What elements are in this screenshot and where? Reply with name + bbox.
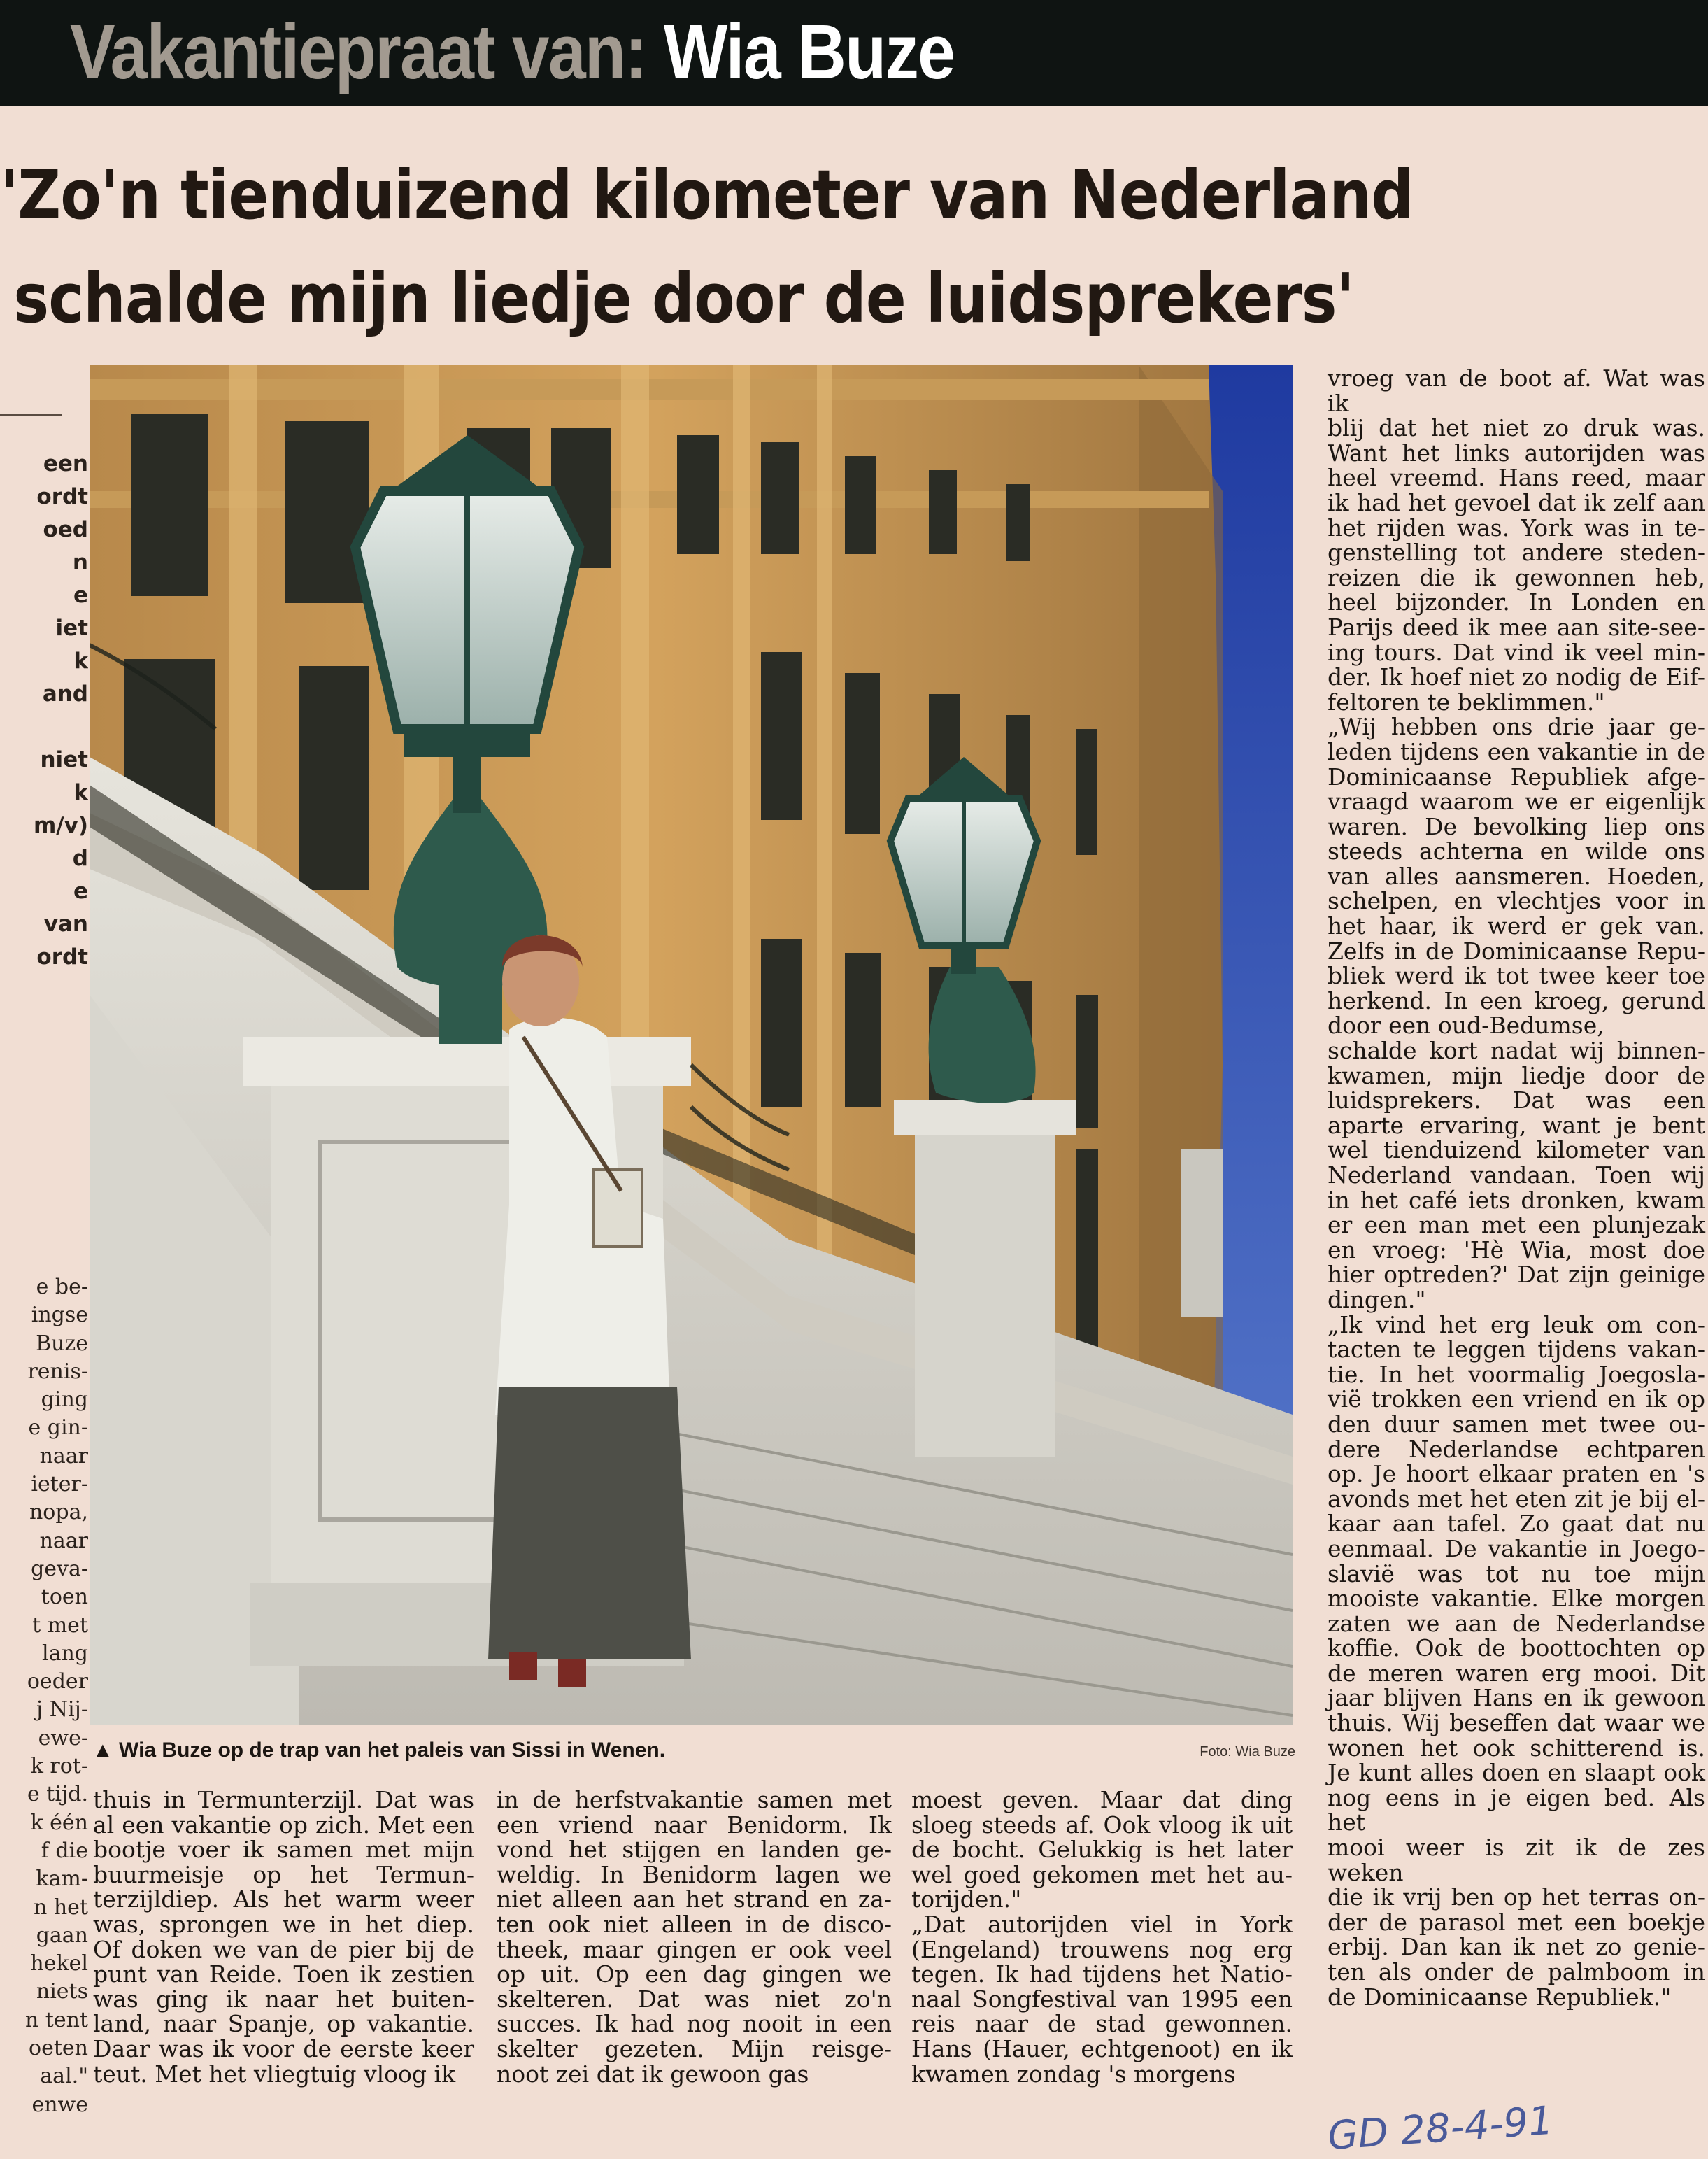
left-fragment: k: [73, 780, 88, 805]
bottom-column-2-line: ten ook niet alleen in de disco-: [497, 1910, 892, 1938]
bottom-column-3-line: wel goed gekomen met het au-: [911, 1860, 1293, 1888]
caption-text: ▲ Wia Buze op de trap van het paleis van Sissi in Wenen.: [92, 1739, 666, 1762]
left-fragments-lower: [0, 1273, 88, 2119]
left-fragment: oeder: [27, 1669, 88, 1694]
bottom-column-2-line: weldig. In Benidorm lagen we: [497, 1860, 892, 1888]
left-fragment: enwe: [31, 2092, 88, 2117]
bottom-column-2-line: niet alleen aan het strand en za-: [497, 1885, 892, 1913]
photo-credit: Foto: Wia Buze: [1200, 1744, 1295, 1760]
left-fragment: ewe-: [38, 1725, 88, 1750]
left-fragment: m/v): [34, 813, 88, 838]
left-fragment: niets: [36, 1979, 88, 2004]
left-fragment: ordt: [36, 944, 88, 970]
right-column-line: herkend. In een kroeg, gerund: [1328, 986, 1705, 1014]
right-column-line: luidsprekers. Dat was een: [1328, 1086, 1705, 1114]
left-fragment: iet: [55, 616, 88, 641]
header-banner: [0, 0, 1708, 106]
right-column-line: leden tijdens een vakantie in de: [1328, 737, 1705, 765]
bottom-column-2-line: noot zei dat ik gewoon gas: [497, 2060, 809, 2088]
article-column-bottom-3: [911, 1788, 1293, 2086]
left-fragments-upper: [0, 448, 88, 974]
bottom-column-1-line: al een vakantie op zich. Met een: [93, 1811, 474, 1839]
bottom-column-3-line: kwamen zondag 's morgens: [911, 2060, 1236, 2088]
left-fragment: j Nij-: [36, 1697, 88, 1722]
right-column-line: dere Nederlandse echtparen: [1328, 1435, 1705, 1463]
bottom-column-1-line: Of doken we van de pier bij de: [93, 1935, 474, 1963]
left-fragment: oeten: [29, 2036, 88, 2061]
right-column-line: der. Ik hoef niet zo nodig de Eif-: [1328, 663, 1705, 691]
left-fragment: aal.": [40, 2064, 88, 2089]
bottom-column-2-line: vond het stijgen en landen ge-: [497, 1836, 892, 1864]
bottom-column-3-line: moest geven. Maar dat ding: [911, 1786, 1293, 1813]
right-column-line: steeds achterna en wilde ons: [1328, 837, 1705, 865]
right-column-line: Want het links autorijden was: [1328, 439, 1705, 467]
left-fragment: ordt: [36, 484, 88, 509]
left-fragment: and: [42, 681, 88, 707]
left-fragment: e gin-: [28, 1415, 88, 1440]
right-column-line: der de parasol met een boekje: [1328, 1908, 1705, 1936]
right-column-line: blij dat het niet zo druk was.: [1328, 414, 1705, 442]
right-column-line: de Dominicaanse Republiek.": [1328, 1983, 1672, 2011]
right-column-line: genstelling tot andere steden-: [1328, 539, 1705, 567]
bottom-column-2-line: succes. Ik had nog nooit in een: [497, 2010, 892, 2038]
right-column-line: die ik vrij ben op het terras on-: [1328, 1883, 1705, 1911]
right-column-line: Nederland vandaan. Toen wij: [1328, 1161, 1705, 1189]
right-column-line: tacten te leggen tijdens vakan-: [1328, 1336, 1705, 1364]
right-column-line: „Wij hebben ons drie jaar ge-: [1328, 713, 1705, 741]
right-column-line: schalde kort nadat wij binnen-: [1328, 1037, 1705, 1065]
bottom-column-1-line: land, naar Spanje, op vakantie.: [93, 2010, 474, 2038]
right-column-line: bliek werd ik tot twee keer toe: [1328, 962, 1705, 990]
left-fragment: niet: [40, 747, 88, 772]
kicker: [70, 7, 954, 98]
right-column-line: mooiste vakantie. Elke morgen: [1328, 1585, 1705, 1613]
left-fragment: nopa,: [29, 1500, 88, 1525]
bottom-column-1-line: teut. Met het vliegtuig vloog ik: [93, 2060, 456, 2088]
kicker-name: Wia Buze: [663, 9, 955, 95]
right-column-line: zaten we aan de Nederlandse: [1328, 1609, 1705, 1637]
right-column-line: „Ik vind het erg leuk om con-: [1328, 1310, 1705, 1338]
right-column-line: Je kunt alles doen en slaapt ook: [1328, 1759, 1705, 1787]
right-column-line: slavië was tot nu toe mijn: [1328, 1559, 1705, 1587]
right-column-line: heel bijzonder. In Londen en: [1328, 588, 1705, 616]
bottom-column-2-line: skelteren. Dat was niet zo'n: [497, 1985, 892, 2013]
right-column-line: nog eens in je eigen bed. Als het: [1328, 1783, 1705, 1836]
left-fragment: naar: [39, 1443, 88, 1468]
left-fragment: een: [43, 451, 88, 476]
right-column-line: Dominicaanse Republiek afge-: [1328, 763, 1705, 791]
left-fragment: f die: [41, 1838, 88, 1863]
article-column-right: [1328, 366, 1705, 2009]
right-column-line: waren. De bevolking liep ons: [1328, 812, 1705, 840]
left-fragment: lang: [41, 1641, 88, 1666]
left-fragment: e: [73, 583, 88, 608]
right-column-line: koffie. Ook de boottochten op: [1328, 1634, 1705, 1662]
bottom-column-1-line: was ging ik naar het buiten-: [93, 1985, 474, 2013]
right-column-line: door een oud-Bedumse,: [1328, 1012, 1604, 1040]
left-fragment: renis-: [27, 1359, 88, 1384]
bottom-column-3-line: „Dat autorijden viel in York: [911, 1910, 1293, 1938]
left-fragment: n tent: [24, 2007, 88, 2032]
right-column-line: jaar blijven Hans en ik gewoon: [1328, 1684, 1705, 1712]
right-column-line: aparte ervaring, want je bent: [1328, 1111, 1705, 1139]
right-column-line: de meren waren erg mooi. Dit: [1328, 1659, 1705, 1687]
handwritten-date-stamp: GD 28-4-91: [1326, 2097, 1555, 2159]
headline-line-2: schalde mijn liedje door de luidsprekers': [13, 259, 1354, 338]
right-column-line: schelpen, en vlechtjes voor in: [1328, 887, 1705, 915]
bottom-column-3-line: de bocht. Gelukkig is het later: [911, 1836, 1293, 1864]
right-column-line: heel vreemd. Hans reed, maar: [1328, 464, 1705, 492]
bottom-column-2-line: theek, maar gingen er ook veel: [497, 1935, 892, 1963]
headline: [0, 143, 1413, 351]
bottom-column-2-line: in de herfstvakantie samen met: [497, 1786, 892, 1813]
left-fragment: e be-: [36, 1275, 88, 1299]
left-fragment: toen: [41, 1585, 88, 1610]
right-column-line: kaar aan tafel. Zo gaat dat nu: [1328, 1510, 1705, 1538]
right-column-line: vië trokken een vriend en ik op: [1328, 1385, 1705, 1413]
right-column-line: feltoren te beklimmen.": [1328, 688, 1605, 716]
bottom-column-1-line: bootje voer ik samen met mijn: [93, 1836, 474, 1864]
left-fragment: k één: [30, 1810, 88, 1835]
left-fragment: n: [72, 550, 88, 575]
right-column-line: ik had het gevoel dat ik zelf aan: [1328, 488, 1705, 516]
left-fragment: ingse: [31, 1303, 88, 1328]
right-column-line: het rijden was. York was in te-: [1328, 514, 1705, 541]
article-column-bottom-1: [93, 1788, 474, 2086]
right-column-line: op. Je hoort elkaar praten en 's: [1328, 1460, 1705, 1488]
left-fragment: d: [72, 846, 88, 871]
bottom-column-1-line: thuis in Termunterzijl. Dat was: [93, 1786, 474, 1813]
right-column-line: kwamen, mijn liedje door de: [1328, 1061, 1705, 1089]
palace-stairs-photo: [90, 365, 1293, 1725]
bottom-column-1-line: Daar was ik voor de eerste keer: [93, 2034, 474, 2062]
left-fragment: geva-: [31, 1556, 88, 1581]
right-column-line: hier optreden?' Dat zijn geinige: [1328, 1261, 1705, 1289]
left-fragment: [0, 711, 88, 744]
bottom-column-2-line: een vriend naar Benidorm. Ik: [497, 1811, 892, 1839]
right-column-line: reizen die ik gewonnen heb,: [1328, 563, 1705, 591]
left-fragment: van: [43, 912, 88, 937]
right-column-line: erbij. Dan kan ik net zo genie-: [1328, 1933, 1705, 1961]
right-column-line: wel tienduizend kilometer van: [1328, 1136, 1705, 1164]
bottom-column-1-line: terzijldiep. Als het warm weer: [93, 1885, 474, 1913]
right-column-line: en vroeg: 'Hè Wia, most doe: [1328, 1236, 1705, 1263]
right-column-line: eenmaal. De vakantie in Joego-: [1328, 1534, 1705, 1562]
bottom-column-2-line: skelter gezeten. Mijn reisge-: [497, 2034, 892, 2062]
right-column-line: avonds met het eten zit je bij el-: [1328, 1485, 1705, 1513]
bottom-column-1-line: was, sprongen we in het diep.: [93, 1910, 474, 1938]
right-column-line: Parijs deed ik mee aan site-see-: [1328, 613, 1705, 641]
left-fragment: ging: [41, 1387, 88, 1413]
right-column-line: ing tours. Dat vind ik veel min-: [1328, 638, 1705, 666]
left-fragment: k: [73, 649, 88, 674]
right-column-line: in het café iets dronken, kwam: [1328, 1186, 1705, 1214]
right-column-line: er een man met een plunjezak: [1328, 1211, 1705, 1239]
right-column-line: den duur samen met twee ou-: [1328, 1410, 1705, 1438]
right-column-line: vraagd waarom we er eigenlijk: [1328, 788, 1705, 816]
photo-caption: [92, 1735, 1295, 1767]
left-rule: [0, 414, 62, 416]
kicker-prefix: Vakantiepraat van:: [70, 9, 646, 95]
headline-line-1: 'Zo'n tienduizend kilometer van Nederland: [0, 155, 1414, 234]
left-fragment: kam-: [36, 1867, 88, 1892]
right-column-line: vroeg van de boot af. Wat was ik: [1328, 364, 1705, 417]
left-fragment: n het: [34, 1895, 88, 1920]
left-fragment: e: [73, 879, 88, 904]
left-fragment: gaan: [36, 1923, 88, 1948]
left-fragment: hekel: [30, 1951, 88, 1976]
left-fragment: ieter-: [31, 1472, 88, 1497]
left-fragment: e tijd.: [27, 1782, 88, 1807]
bottom-column-1-line: buurmeisje op het Termun-: [93, 1860, 474, 1888]
right-column-line: Zelfs in de Dominicaanse Repu-: [1328, 937, 1705, 965]
bottom-column-3-line: torijden.": [911, 1885, 1022, 1913]
bottom-column-3-line: tegen. Ik had tijdens het Natio-: [911, 1960, 1293, 1988]
right-column-line: dingen.": [1328, 1285, 1426, 1313]
right-column-line: ten als onder de palmboom in: [1328, 1958, 1705, 1985]
bottom-column-2-line: op uit. Op een dag gingen we: [497, 1960, 892, 1988]
bottom-column-3-line: (Engeland) trouwens nog erg: [911, 1935, 1293, 1963]
left-fragment: t met: [32, 1613, 88, 1638]
left-fragment: k rot-: [30, 1754, 88, 1779]
bottom-column-3-line: reis naar de stad gewonnen.: [911, 2010, 1293, 2038]
bottom-column-1-line: punt van Reide. Toen ik zestien: [93, 1960, 474, 1988]
left-fragment: Buze: [36, 1331, 88, 1356]
bottom-column-3-line: sloeg steeds af. Ook vloog ik uit: [911, 1811, 1293, 1839]
left-fragment: naar: [39, 1528, 88, 1553]
bottom-column-3-line: naal Songfestival van 1995 een: [911, 1985, 1293, 2013]
right-column-line: wonen het ook schitterend is.: [1328, 1734, 1705, 1762]
article-column-bottom-2: [497, 1788, 892, 2086]
left-fragment: oed: [43, 517, 88, 542]
right-column-line: tie. In het voormalig Joegosla-: [1328, 1360, 1705, 1388]
article-photo: [90, 365, 1293, 1725]
right-column-line: mooi weer is zit ik de zes weken: [1328, 1834, 1705, 1886]
right-column-line: van alles aansmeren. Hoeden,: [1328, 862, 1705, 890]
right-column-line: het haar, ik werd er gek van.: [1328, 912, 1705, 940]
bottom-column-3-line: Hans (Hauer, echtgenoot) en ik: [911, 2034, 1293, 2062]
right-column-line: thuis. Wij beseffen dat waar we: [1328, 1709, 1705, 1737]
